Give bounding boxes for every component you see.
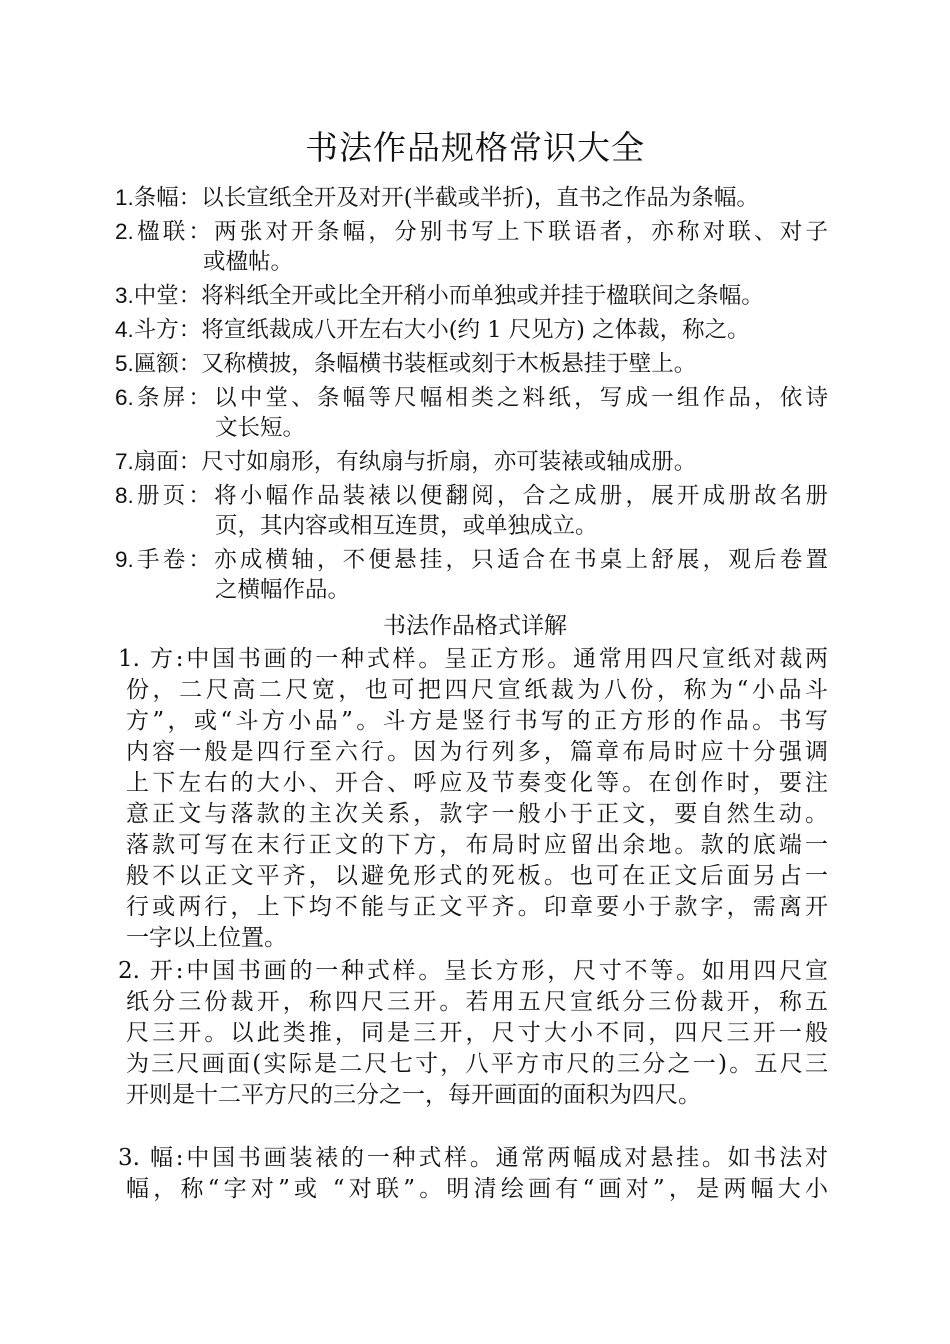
list-item	[115, 281, 828, 311]
list-item-text	[115, 183, 828, 213]
paragraph-line: 1. 方:中国书画的一种式样。呈正方形。通常用四尺宣纸对裁两	[118, 646, 828, 672]
paragraph-line: 份，二尺高二尺宽，也可把四尺宣纸裁为八份，称为“小品斗	[126, 677, 828, 703]
paragraph-line: 为三尺画面(实际是二尺七寸，八平方市尺的三分之一)。五尺三	[126, 1051, 828, 1077]
list-item-label: 匾额：又称横披，条幅横书装框或刻于木板悬挂于壁上。	[133, 351, 697, 377]
paragraph-line: 3. 幅:中国书画装裱的一种式样。通常两幅成对悬挂。如书法对	[118, 1145, 828, 1171]
list-item-number: 2.	[115, 219, 134, 244]
paragraph-line: 内容一般是四行至六行。因为行列多，篇章布局时应十分强调	[126, 739, 828, 765]
list-item-text	[115, 481, 828, 511]
list-item-text	[115, 545, 828, 575]
list-item-label: 册页：将小幅作品装裱以便翻阅，合之成册，展开成册故名册	[133, 483, 828, 509]
list-item-number: 5.	[115, 351, 134, 376]
paragraph-line: 开则是十二平方尺的三分之一，每开画面的面积为四尺。	[126, 1082, 701, 1108]
paragraph-line: 行或两行，上下均不能与正文平齐。印章要小于款字，需离开	[126, 894, 828, 920]
paragraph-line: 2. 开:中国书画的一种式样。呈长方形，尺寸不等。如用四尺宣	[118, 958, 828, 984]
list-item-label: 中堂：将料纸全开或比全开稍小而单独或并挂于楹联间之条幅。	[133, 283, 764, 309]
paragraph-kai	[118, 956, 828, 1111]
paragraph-fu	[118, 1143, 828, 1205]
list-item	[115, 447, 828, 477]
list-item-label: 扇面：尺寸如扇形，有纨扇与折扇，亦可装裱或轴成册。	[133, 449, 697, 475]
paragraph-line: 一字以上位置。	[126, 925, 287, 951]
list-item-text	[115, 315, 828, 345]
list-item-text	[115, 349, 828, 379]
paragraph-line: 方”，或“斗方小品”。斗方是竖行书写的正方形的作品。书写	[126, 708, 828, 734]
page-title: 书法作品规格常识大全	[305, 128, 645, 167]
list-item-label: 斗方：将宣纸裁成八开左右大小(约 1 尺见方) 之体裁，称之。	[133, 317, 750, 343]
list-item-number: 1.	[115, 185, 134, 210]
list-item-label: 楹联：两张对开条幅，分别书写上下联语者，亦称对联、对子	[133, 219, 828, 245]
spec-list	[115, 183, 828, 609]
list-item-label: 条屏：以中堂、条幅等尺幅相类之料纸，写成一组作品，依诗	[133, 385, 828, 411]
paragraph-line: 般不以正文平齐，以避免形式的死板。也可在正文后面另占一	[126, 863, 828, 889]
list-item-number: 3.	[115, 283, 134, 308]
list-item-number: 9.	[115, 547, 134, 572]
paragraph-line: 意正文与落款的主次关系，款字一般小于正文，要自然生动。	[126, 801, 828, 827]
list-item-text	[115, 447, 828, 477]
list-item	[115, 315, 828, 345]
list-item-number: 4.	[115, 317, 134, 342]
list-item-number: 7.	[115, 449, 134, 474]
paragraph-line: 纸分三份裁开，称四尺三开。若用五尺宣纸分三份裁开，称五	[126, 989, 828, 1015]
list-item	[115, 349, 828, 379]
section-heading: 书法作品格式详解	[383, 613, 567, 639]
list-item	[115, 383, 828, 443]
list-item-text	[115, 217, 828, 247]
list-item-number: 6.	[115, 385, 134, 410]
list-item-continuation: 文长短。	[215, 415, 306, 441]
list-item-continuation: 或楹帖。	[203, 249, 294, 275]
list-item-label: 手卷：亦成横轴，不便悬挂，只适合在书桌上舒展，观后卷置	[133, 547, 828, 573]
paragraph-line: 落款可写在末行正文的下方，布局时应留出余地。款的底端一	[126, 832, 828, 858]
list-item-continuation: 之横幅作品。	[215, 577, 351, 603]
list-item-number: 8.	[115, 483, 134, 508]
paragraph-line: 上下左右的大小、开合、呼应及节奏变化等。在创作时，要注	[126, 770, 828, 796]
list-item	[115, 481, 828, 541]
paragraph-line: 幅，称“字对”或 “对联”。明清绘画有“画对”，是两幅大小	[126, 1176, 828, 1202]
list-item	[115, 217, 828, 277]
list-item-text	[115, 383, 828, 413]
paragraph-line: 尺三开。以此类推，同是三开，尺寸大小不同，四尺三开一般	[126, 1020, 828, 1046]
list-item	[115, 545, 828, 605]
list-item	[115, 183, 828, 213]
list-item-text	[115, 281, 828, 311]
paragraph-fang	[118, 644, 828, 954]
list-item-continuation: 页，其内容或相互连贯，或单独成立。	[215, 513, 598, 539]
list-item-label: 条幅：以长宣纸全开及对开(半截或半折)，直书之作品为条幅。	[133, 185, 759, 211]
